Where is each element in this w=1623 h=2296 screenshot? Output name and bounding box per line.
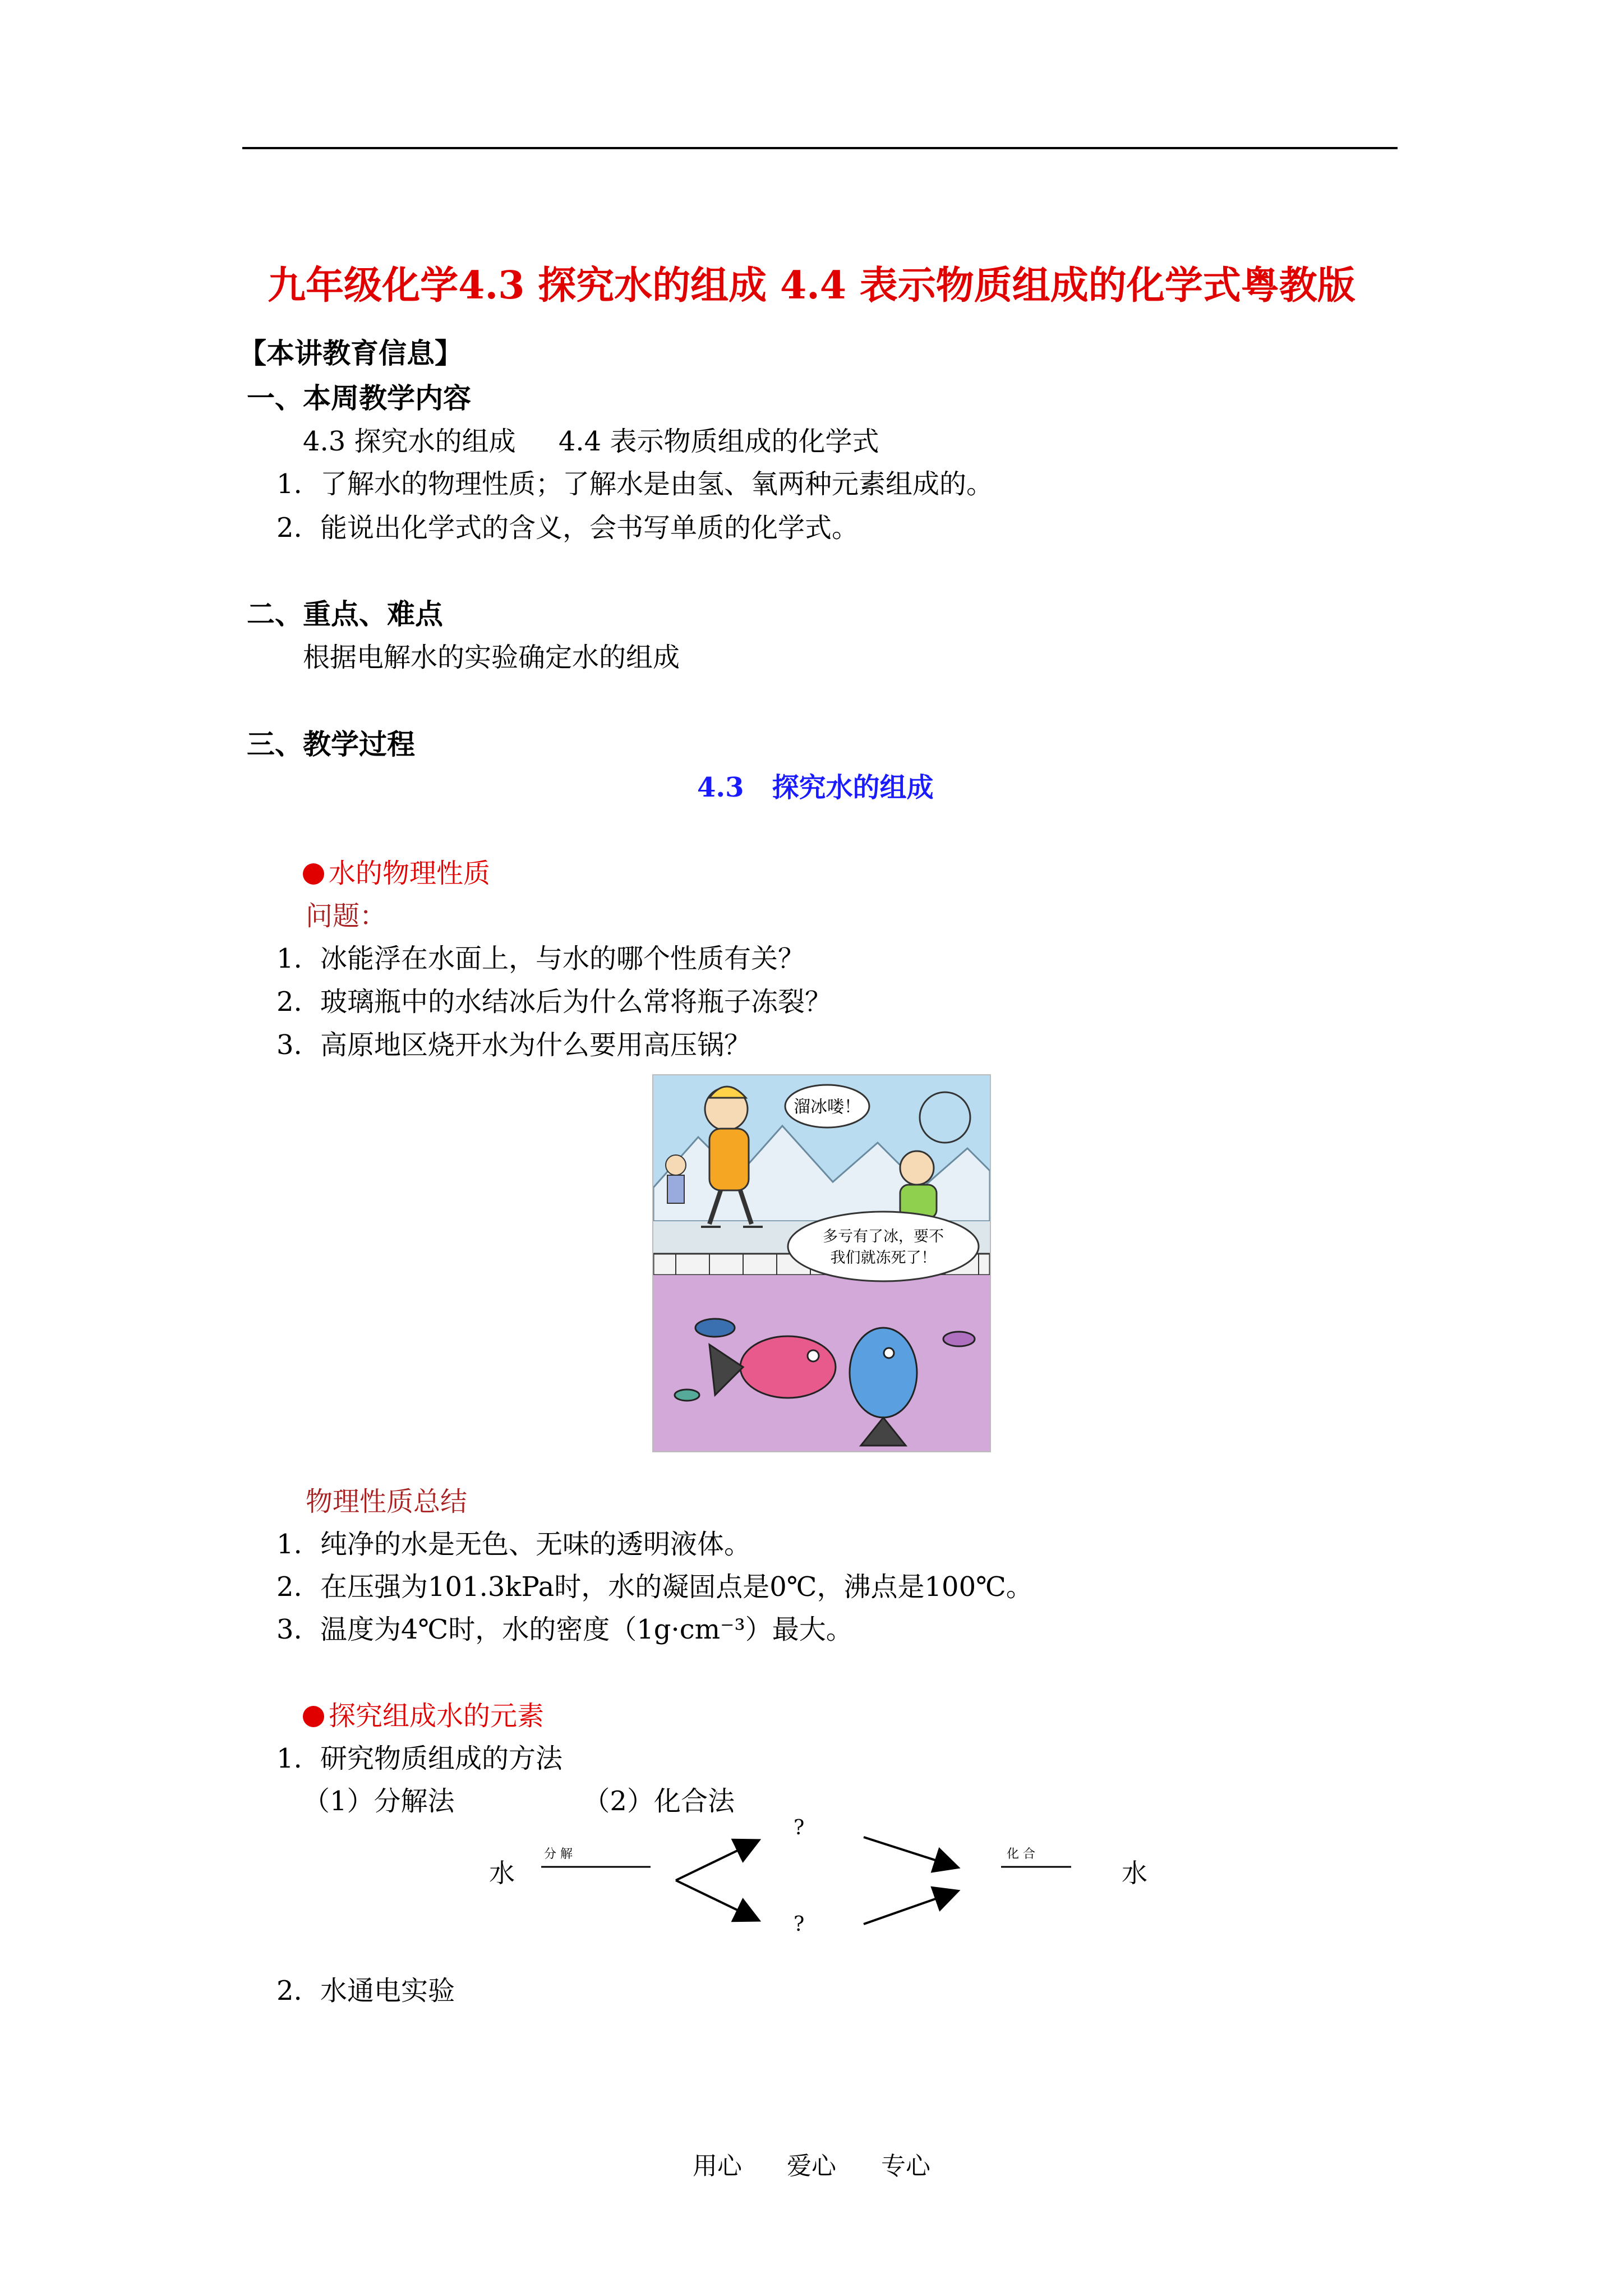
arrow-down-right	[864, 1837, 956, 1867]
item-text: 水通电实验	[320, 1975, 455, 2007]
bubble-fish-line-1: 多亏有了冰，要不	[823, 1228, 944, 1245]
item-number: 1.	[276, 1529, 302, 1560]
bubble-top-text: 溜冰喽！	[794, 1097, 861, 1117]
question-item	[276, 1023, 751, 1062]
header-rule	[242, 147, 1398, 149]
section-1-topics: 4.3 探究水的组成 4.4 表示物质组成的化学式	[303, 426, 879, 457]
item-number: 1.	[276, 1743, 302, 1774]
question-label: 问题：	[306, 900, 387, 932]
item-text: 能说出化学式的含义，会书写单质的化学式。	[320, 512, 859, 544]
item-number: 3.	[276, 1614, 302, 1645]
bubble-fish-line-2: 我们就冻死了！	[830, 1249, 937, 1267]
composition-diagram	[482, 1812, 1155, 1963]
item-text: 高原地区烧开水为什么要用高压锅？	[320, 1029, 751, 1061]
question-mark-bottom: ?	[794, 1913, 805, 1936]
bullet-icon	[303, 863, 324, 885]
info-heading: 【本讲教育信息】	[238, 337, 463, 370]
explore-item	[276, 1969, 455, 2008]
methods-line: （1）分解法 （2）化合法	[303, 1786, 735, 1817]
item-number: 2.	[276, 1975, 302, 2007]
item-text: 纯净的水是无色、无味的透明液体。	[320, 1529, 751, 1560]
explore-heading: 探究组成水的元素	[303, 1694, 544, 1733]
footer	[0, 2146, 1623, 2182]
section-3-heading: 三、教学过程	[247, 728, 415, 761]
arrow-up-left	[676, 1841, 757, 1880]
item-number: 1.	[276, 943, 302, 974]
footer-word: 专心	[881, 2152, 930, 2180]
diagram-left-label: 水	[489, 1858, 515, 1888]
section-2-text: 根据电解水的实验确定水的组成	[303, 642, 680, 673]
section-1-item	[276, 462, 993, 501]
item-text: 在压强为101.3kPa时，水的凝固点是0℃，沸点是100℃。	[320, 1571, 1033, 1603]
ice-skating-cartoon	[652, 1074, 991, 1452]
summary-heading: 物理性质总结	[306, 1486, 468, 1517]
item-number: 2.	[276, 986, 302, 1018]
question-item	[276, 980, 832, 1019]
physical-properties-heading: 水的物理性质	[303, 852, 490, 890]
footer-word: 用心	[693, 2152, 742, 2180]
summary-item	[276, 1608, 853, 1646]
explore-item	[276, 1737, 562, 1775]
decompose-label: 分 解	[544, 1847, 573, 1861]
section-3-subtitle: 4.3 探究水的组成	[697, 772, 934, 803]
item-text: 温度为4℃时，水的密度（1g·cm⁻³）最大。	[320, 1614, 853, 1645]
item-text: 研究物质组成的方法	[320, 1743, 563, 1774]
item-number: 1.	[276, 468, 302, 500]
item-text: 冰能浮在水面上，与水的哪个性质有关？	[320, 943, 805, 974]
arrow-down-left	[676, 1880, 757, 1920]
item-text: 玻璃瓶中的水结冰后为什么常将瓶子冻裂？	[320, 986, 832, 1018]
document-title: 九年级化学4.3 探究水的组成 4.4 表示物质组成的化学式粤教版	[268, 263, 1355, 308]
diagram-right-label: 水	[1122, 1858, 1147, 1888]
bullet-icon	[303, 1706, 324, 1727]
item-number: 2.	[276, 1571, 302, 1603]
arrow-up-right	[864, 1892, 956, 1924]
section-2-heading: 二、重点、难点	[247, 597, 443, 631]
summary-item	[276, 1522, 751, 1561]
section-1-heading: 一、本周教学内容	[247, 381, 471, 415]
summary-item	[276, 1565, 1033, 1604]
combine-label: 化 合	[1007, 1847, 1035, 1861]
question-item	[276, 937, 805, 976]
footer-word: 爱心	[787, 2152, 836, 2180]
section-1-item	[276, 506, 859, 545]
item-number: 3.	[276, 1029, 302, 1061]
item-text: 了解水的物理性质；了解水是由氢、氧两种元素组成的。	[320, 468, 994, 500]
item-number: 2.	[276, 512, 302, 544]
question-mark-top: ?	[794, 1816, 805, 1839]
